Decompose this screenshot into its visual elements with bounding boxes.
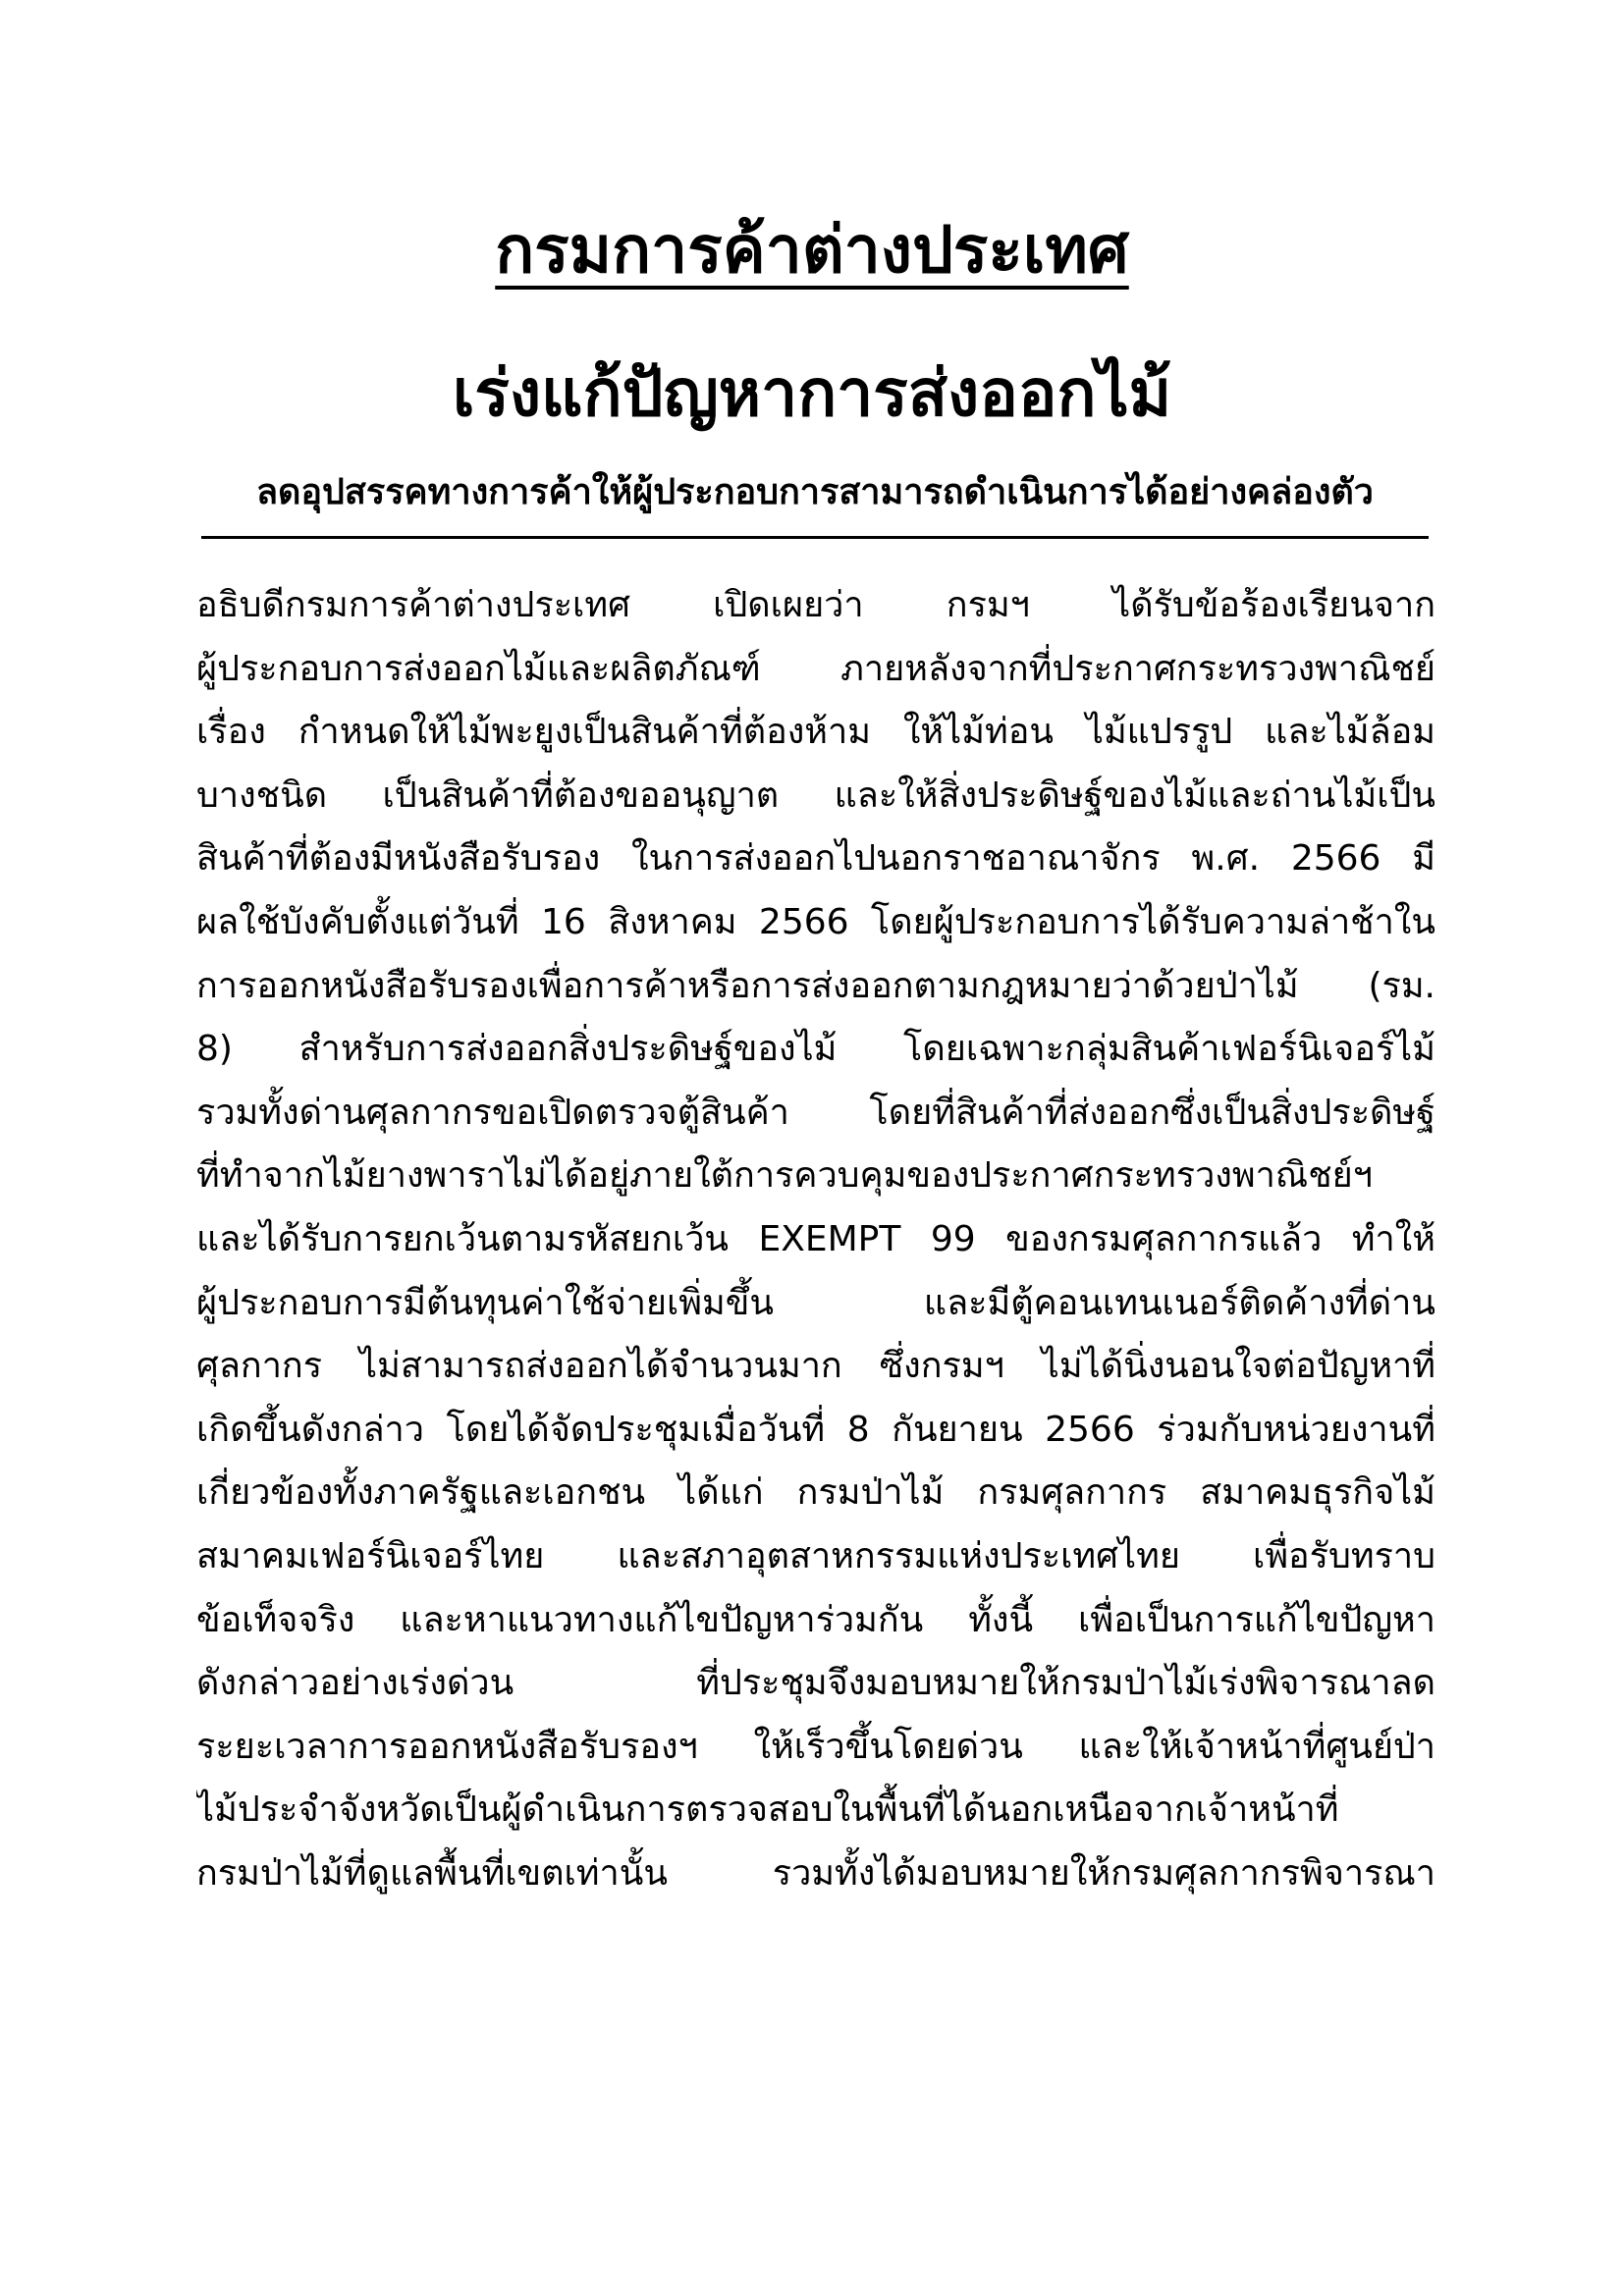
body-line: สินค้าที่ต้องมีหนังสือรับรอง ในการส่งออกไปนอกราชอาณาจักร พ.ศ. 2566 มี (196, 838, 1435, 880)
body-line: ระยะเวลาการออกหนังสือรับรองฯ ให้เร็วขึ้นโดยด่วน และให้เจ้าหน้าที่ศูนย์ป่า (196, 1726, 1435, 1767)
body-line: 8) สำหรับการส่งออกสิ่งประดิษฐ์ของไม้ โดยเฉพาะกลุ่มสินค้าเฟอร์นิเจอร์ไม้ (196, 1029, 1435, 1070)
document-headline: เร่งแก้ปัญหาการส่งออกไม้ (452, 355, 1172, 431)
body-line: ผลใช้บังคับตั้งแต่วันที่ 16 สิงหาคม 2566 โดยผู้ประกอบการได้รับความล่าช้าใน (196, 901, 1435, 942)
subtitle-divider (201, 536, 1429, 539)
body-line: ดังกล่าวอย่างเร่งด่วน ที่ประชุมจึงมอบหมายให้กรมป่าไม้เร่งพิจารณาลด (196, 1663, 1435, 1704)
body-line: ข้อเท็จจริง และหาแนวทางแก้ไขปัญหาร่วมกัน ทั้งนี้ เพื่อเป็นการแก้ไขปัญหา (196, 1599, 1435, 1640)
body-line: ผู้ประกอบการส่งออกไม้และผลิตภัณฑ์ ภายหลังจากที่ประกาศกระทรวงพาณิชย์ (196, 648, 1435, 689)
body-line: เกิดขึ้นดังกล่าว โดยได้จัดประชุมเมื่อวันที่ 8 กันยายน 2566 ร่วมกับหน่วยงานที่ (196, 1409, 1435, 1450)
document-subtitle: ลดอุปสรรคทางการค้าให้ผู้ประกอบการสามารถดำเนินการได้อย่างคล่องตัว (255, 472, 1374, 512)
body-line: เรื่อง กำหนดให้ไม้พะยูงเป็นสินค้าที่ต้องห้าม ให้ไม้ท่อน ไม้แปรรูป และไม้ล้อม (196, 712, 1435, 753)
body-line: ผู้ประกอบการมีต้นทุนค่าใช้จ่ายเพิ่มขึ้น และมีตู้คอนเทนเนอร์ติดค้างที่ด่าน (196, 1282, 1435, 1323)
body-line: การออกหนังสือรับรองเพื่อการค้าหรือการส่งออกตามกฎหมายว่าด้วยป่าไม้ (รม. (196, 965, 1435, 1006)
body-line: สมาคมเฟอร์นิเจอร์ไทย และสภาอุตสาหกรรมแห่งประเทศไทย เพื่อรับทราบ (196, 1535, 1435, 1576)
body-line: อธิบดีกรมการค้าต่างประเทศ เปิดเผยว่า กรมฯ ได้รับข้อร้องเรียนจาก (196, 585, 1435, 625)
body-line: เกี่ยวข้องทั้งภาครัฐและเอกชน ได้แก่ กรมป่าไม้ กรมศุลกากร สมาคมธุรกิจไม้ (196, 1472, 1435, 1514)
body-paragraph (196, 574, 1435, 1905)
body-line: และได้รับการยกเว้นตามรหัสยกเว้น EXEMPT 99 ของกรมศุลกากรแล้ว ทำให้ (196, 1218, 1435, 1259)
body-line: กรมป่าไม้ที่ดูแลพื้นที่เขตเท่านั้น รวมทั้งได้มอบหมายให้กรมศุลกากรพิจารณา (196, 1852, 1435, 1894)
body-line: บางชนิด เป็นสินค้าที่ต้องขออนุญาต และให้สิ่งประดิษฐ์ของไม้และถ่านไม้เป็น (196, 774, 1435, 816)
body-line: ไม้ประจำจังหวัดเป็นผู้ดำเนินการตรวจสอบในพื้นที่ได้นอกเหนือจากเจ้าหน้าที่ (196, 1789, 1339, 1831)
body-line: รวมทั้งด่านศุลกากรขอเปิดตรวจตู้สินค้า โดยที่สินค้าที่ส่งออกซึ่งเป็นสิ่งประดิษฐ์ (196, 1092, 1435, 1133)
document-title: กรมการค้าต่างประเทศ (495, 212, 1129, 288)
body-line: ศุลกากร ไม่สามารถส่งออกได้จำนวนมาก ซึ่งกรมฯ ไม่ได้นิ่งนอนใจต่อปัญหาที่ (196, 1346, 1435, 1387)
body-line: ที่ทำจากไม้ยางพาราไม่ได้อยู่ภายใต้การควบคุมของประกาศกระทรวงพาณิชย์ฯ (196, 1155, 1373, 1197)
